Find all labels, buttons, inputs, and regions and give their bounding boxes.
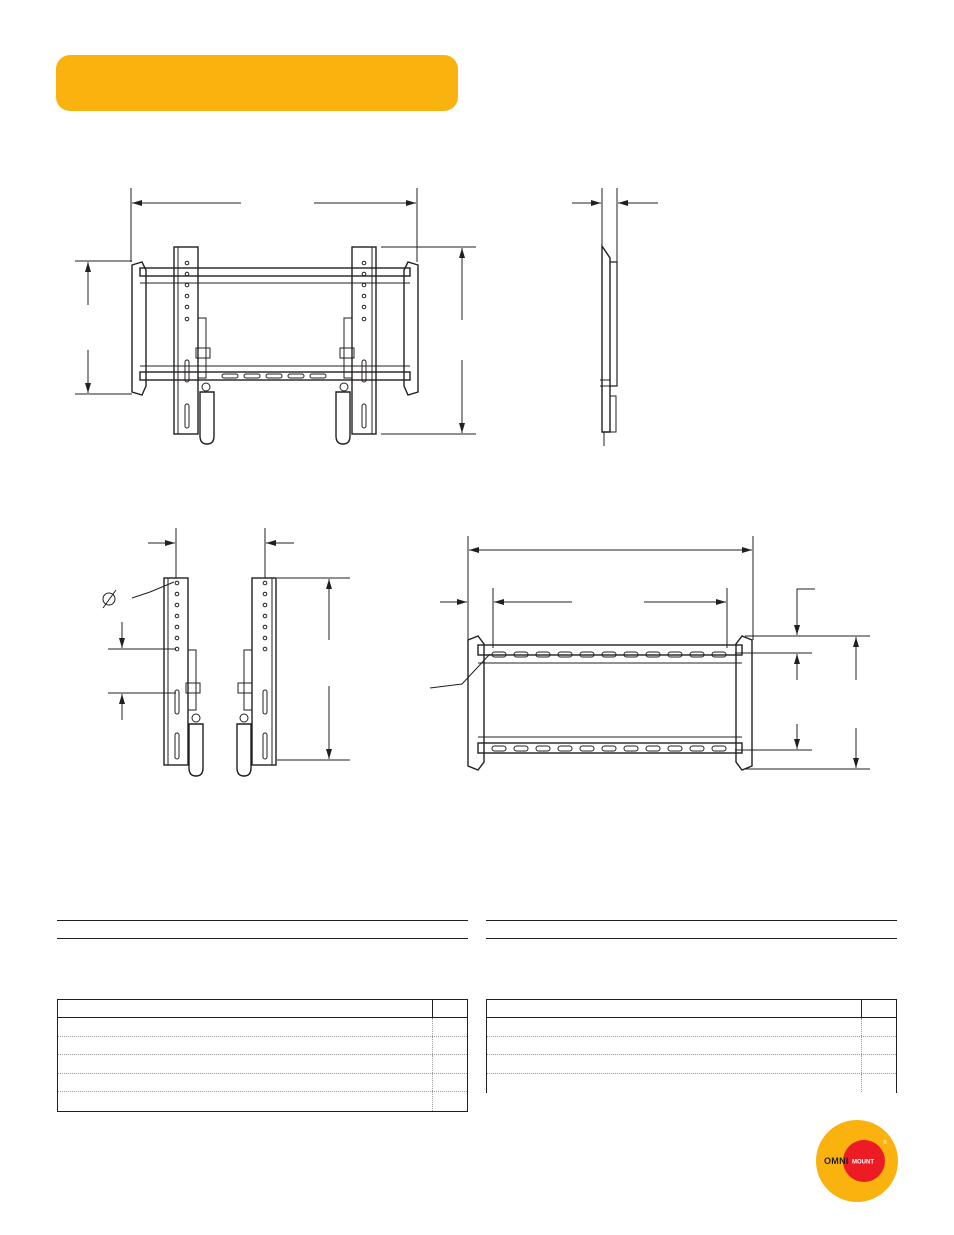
table-header [58,1000,467,1018]
table-row [487,1037,896,1056]
table-row [58,1074,467,1093]
table-row [487,1074,896,1093]
side-view [572,188,658,446]
right-section-rule-bottom [486,938,897,939]
table-row [487,1055,896,1074]
parts-table-right [486,999,897,1093]
front-view [75,188,476,444]
table-row [58,1055,467,1074]
bracket-right-arm [237,578,276,776]
table-row [487,1018,896,1037]
logo-left-text: OMNI [824,1156,849,1166]
table-row [58,1018,467,1037]
omnimount-logo [816,1120,898,1202]
logo-registered-mark: ® [883,1140,887,1146]
plate-bottom-slots [492,746,726,751]
bracket-arms-view [103,528,350,776]
bracket-left-arm [164,578,203,776]
front-rail-slots [222,374,326,378]
right-section-rule-top [486,920,897,921]
table-row [58,1092,467,1111]
wall-plate-view [430,536,870,770]
table-row [58,1037,467,1056]
logo-right-text: MOUNT [852,1159,874,1166]
table-header [487,1000,896,1018]
parts-table-left [57,999,468,1112]
left-section-rule-top [57,920,468,921]
slot-leader [430,654,490,688]
left-section-rule-bottom [57,938,468,939]
